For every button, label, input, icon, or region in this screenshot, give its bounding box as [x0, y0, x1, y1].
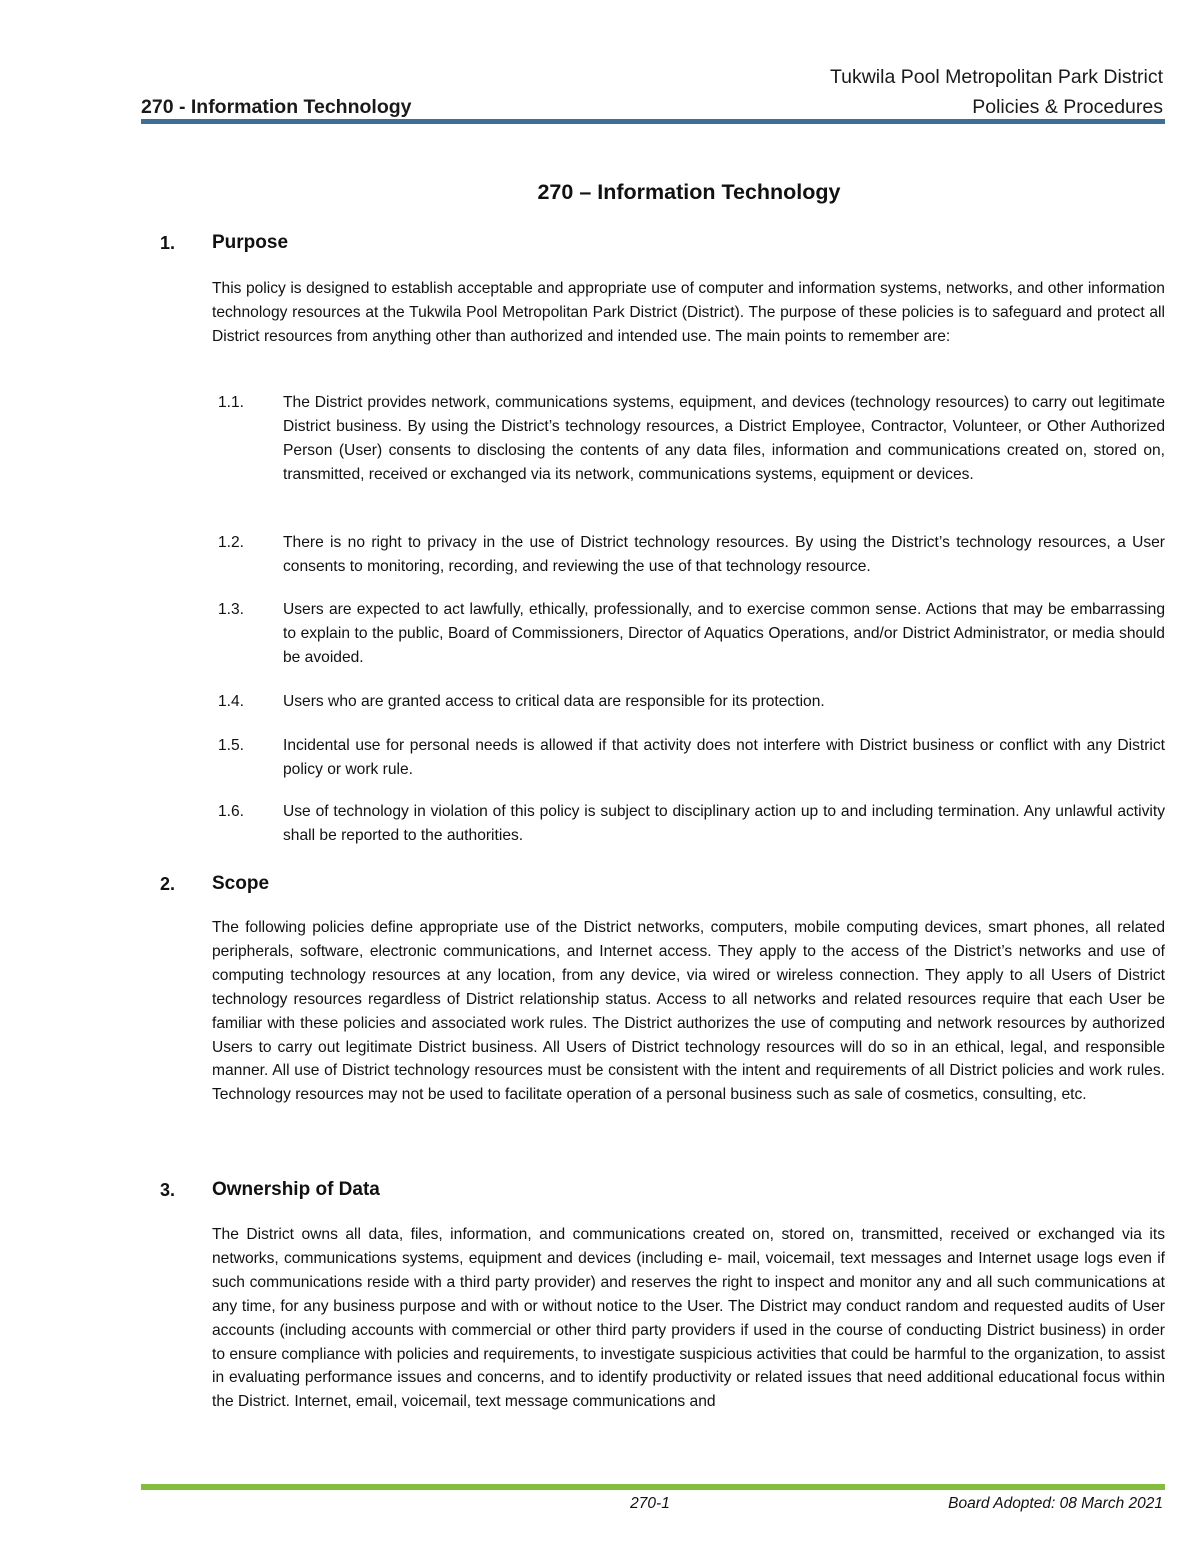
list-item-text: Incidental use for personal needs is allowed if that activity does not interfere with District business or conflict with any District policy or work rule. — [283, 737, 1165, 778]
document-title: 270 – Information Technology — [537, 180, 841, 204]
adoption-date: Board Adopted: 08 March 2021 — [948, 1495, 1163, 1512]
list-item-text: Use of technology in violation of this policy is subject to disciplinary action up to and including termination. Any unlawful activity shall be reported to the authorities. — [283, 803, 1165, 844]
section-number: 2. — [160, 874, 176, 894]
ownership-paragraph: The District owns all data, files, information, and communications created on, stored on, transmitted, received or exchanged via its networks, communications systems, equipment and devices (including e- mail, voicemail, text messages and Internet usage logs even if such communications reside with a third party provider) and reserves the right to inspect and monitor any and all such communications at any time, for any business purpose and with or without notice to the User. The District may conduct random and requested audits of User accounts (including accounts with commercial or other third party providers if used in the course of conducting District business) in order to ensure compliance with policies and requirements, to investigate suspicious activities that could be harmful to the organization, to assist in evaluating performance issues and concerns, and to identify productivity or related issues that need additional educational focus within the District. Internet, email, voicemail, text message communications and — [212, 1226, 1165, 1411]
list-item-number: 1.3. — [218, 601, 245, 618]
header-rule — [141, 119, 1165, 124]
scope-paragraph: The following policies define appropriate use of the District networks, computers, mobile computing devices, smart phones, all related peripherals, software, electronic communications, and Internet access. They apply to the access of the District’s networks and use of computing technology resources at any location, from any device, via wired or wireless connection. They apply to all Users of District technology resources regardless of District relationship status. Access to all networks and related resources require that each User be familiar with these policies and associated work rules. The District authorizes the use of computing and network resources by authorized Users to carry out legitimate District business. All Users of District technology resources will do so in an ethical, legal, and responsible manner. All use of District technology resources must be consistent with the intent and requirements of all District policies and work rules. Technology resources may not be used to facilitate operation of a personal business such as sale of cosmetics, consulting, etc. — [212, 919, 1165, 1104]
list-item-text: Users are expected to act lawfully, ethically, professionally, and to exercise common sense. Actions that may be embarrassing to explain to the public, Board of Commissioners, Director of Aquatics Operations, and/or District Administrator, or media should be avoided. — [283, 601, 1165, 666]
list-item-text: The District provides network, communications systems, equipment, and devices (technology resources) to carry out legitimate District business. By using the District’s technology resources, a District Employee, Contractor, Volunteer, or Other Authorized Person (User) consents to disclosing the contents of any data files, information and communications created on, stored on, transmitted, received or exchanged via its network, communications systems, equipment or devices. — [283, 394, 1165, 483]
section-number: 3. — [160, 1180, 176, 1200]
section-heading-purpose: Purpose — [212, 232, 289, 253]
list-item-number: 1.2. — [218, 534, 245, 551]
list-item-number: 1.5. — [218, 737, 245, 754]
section-heading-ownership: Ownership of Data — [212, 1179, 380, 1200]
list-item-number: 1.4. — [218, 693, 245, 710]
page-number: 270-1 — [630, 1495, 670, 1512]
section-heading-scope: Scope — [212, 873, 270, 894]
organization-name: Tukwila Pool Metropolitan Park District — [829, 66, 1163, 88]
header-doc-type: Policies & Procedures — [972, 96, 1163, 118]
list-item-text: There is no right to privacy in the use of District technology resources. By using the District’s technology resources, a User consents to monitoring, recording, and reviewing the use of that technology resource. — [283, 534, 1165, 575]
purpose-paragraph: This policy is designed to establish acceptable and appropriate use of computer and information systems, networks, and other information technology resources at the Tukwila Pool Metropolitan Park District (District). The purpose of these policies is to safeguard and protect all District resources from anything other than authorized and intended use. The main points to remember are: — [212, 280, 1165, 345]
list-item-number: 1.6. — [218, 803, 245, 820]
header-section-title: 270 - Information Technology — [141, 96, 412, 118]
list-item-number: 1.1. — [218, 394, 245, 411]
list-item-text: Users who are granted access to critical data are responsible for its protection. — [283, 693, 825, 710]
section-number: 1. — [160, 233, 176, 253]
footer-rule — [141, 1484, 1165, 1490]
